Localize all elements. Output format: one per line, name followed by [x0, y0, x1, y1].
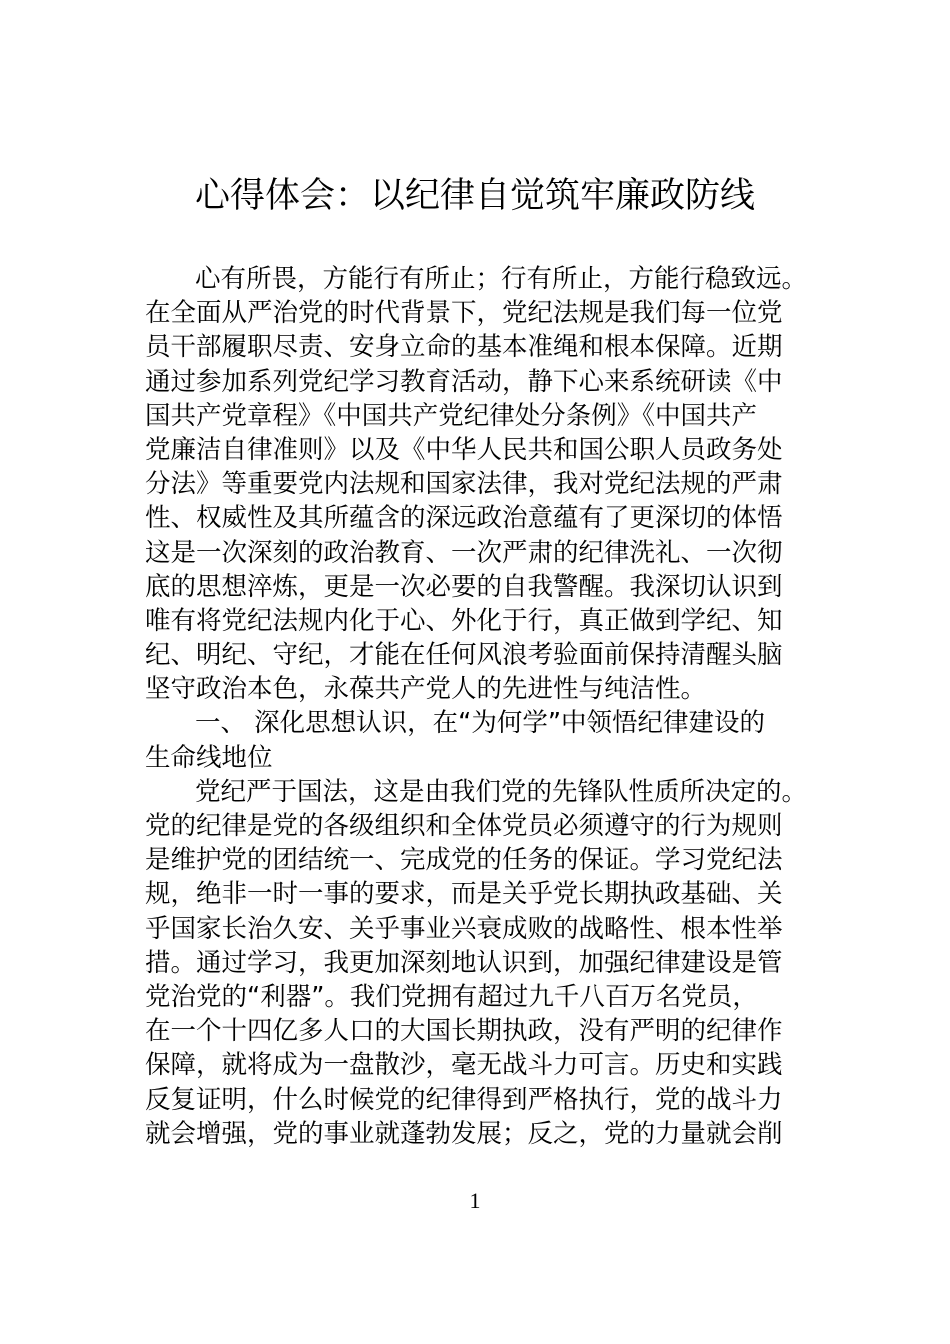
- paragraph-line: 这是一次深刻的政治教育、一次严肃的纪律洗礼、一次彻: [145, 537, 783, 568]
- paragraph-line: 国共产党章程》《中国共产党纪律处分条例》《中国共产: [145, 400, 758, 431]
- paragraph-line: 员干部履职尽责、安身立命的基本准绳和根本保障。近期: [145, 332, 783, 363]
- paragraph-line: 心有所畏，方能行有所止；行有所止，方能行稳致远。: [195, 264, 808, 294]
- paragraph-line: 党治党的“利器”。我们党拥有超过九千八百万名党员，: [145, 981, 758, 1012]
- paragraph-line: 反复证明，什么时候党的纪律得到严格执行，党的战斗力: [145, 1084, 783, 1115]
- paragraph-line: 乎国家长治久安、关乎事业兴衰成败的战略性、根本性举: [145, 913, 783, 944]
- paragraph-line: 是维护党的团结统一、完成党的任务的保证。学习党纪法: [145, 845, 783, 876]
- paragraph-line: 唯有将党纪法规内化于心、外化于行，真正做到学纪、知: [145, 605, 783, 636]
- paragraph-line: 措。通过学习，我更加深刻地认识到，加强纪律建设是管: [145, 947, 783, 978]
- paragraph-line: 规，绝非一时一事的要求，而是关乎党长期执政基础、关: [145, 879, 783, 910]
- paragraph-line: 分法》等重要党内法规和国家法律，我对党纪法规的严肃: [145, 469, 783, 500]
- paragraph-line: 通过参加系列党纪学习教育活动，静下心来系统研读《中: [145, 366, 783, 397]
- paragraph-line: 在全面从严治党的时代背景下，党纪法规是我们每一位党: [145, 298, 783, 329]
- paragraph-line: 就会增强，党的事业就蓬勃发展；反之，党的力量就会削: [145, 1118, 783, 1149]
- paragraph-line: 性、权威性及其所蕴含的深远政治意蕴有了更深切的体悟: [145, 503, 783, 534]
- paragraph-line: 党纪严于国法，这是由我们党的先锋队性质所决定的。: [195, 776, 808, 807]
- paragraph-line: 党的纪律是党的各级组织和全体党员必须遵守的行为规则: [145, 811, 783, 841]
- page-number: 1: [469, 1188, 481, 1213]
- section-heading-continued: 生命线地位: [145, 742, 273, 773]
- paragraph-line: 在一个十四亿多人口的大国长期执政，没有严明的纪律作: [145, 1016, 783, 1047]
- paragraph-line: 保障，就将成为一盘散沙，毫无战斗力可言。历史和实践: [145, 1050, 783, 1081]
- paragraph-line: 坚守政治本色，永葆共产党人的先进性与纯洁性。: [145, 674, 707, 705]
- document-body: [145, 262, 807, 1151]
- paragraph-line: 纪、明纪、守纪，才能在任何风浪考验面前保持清醒头脑: [145, 640, 783, 671]
- section-heading: 一、 深化思想认识，在“为何学”中领悟纪律建设的: [195, 708, 766, 739]
- paragraph-line: 党廉洁自律准则》以及《中华人民共和国公职人员政务处: [145, 434, 783, 465]
- paragraph-line: 底的思想淬炼，更是一次必要的自我警醒。我深切认识到: [145, 571, 783, 602]
- document-title: 心得体会：以纪律自觉筑牢廉政防线: [194, 176, 755, 216]
